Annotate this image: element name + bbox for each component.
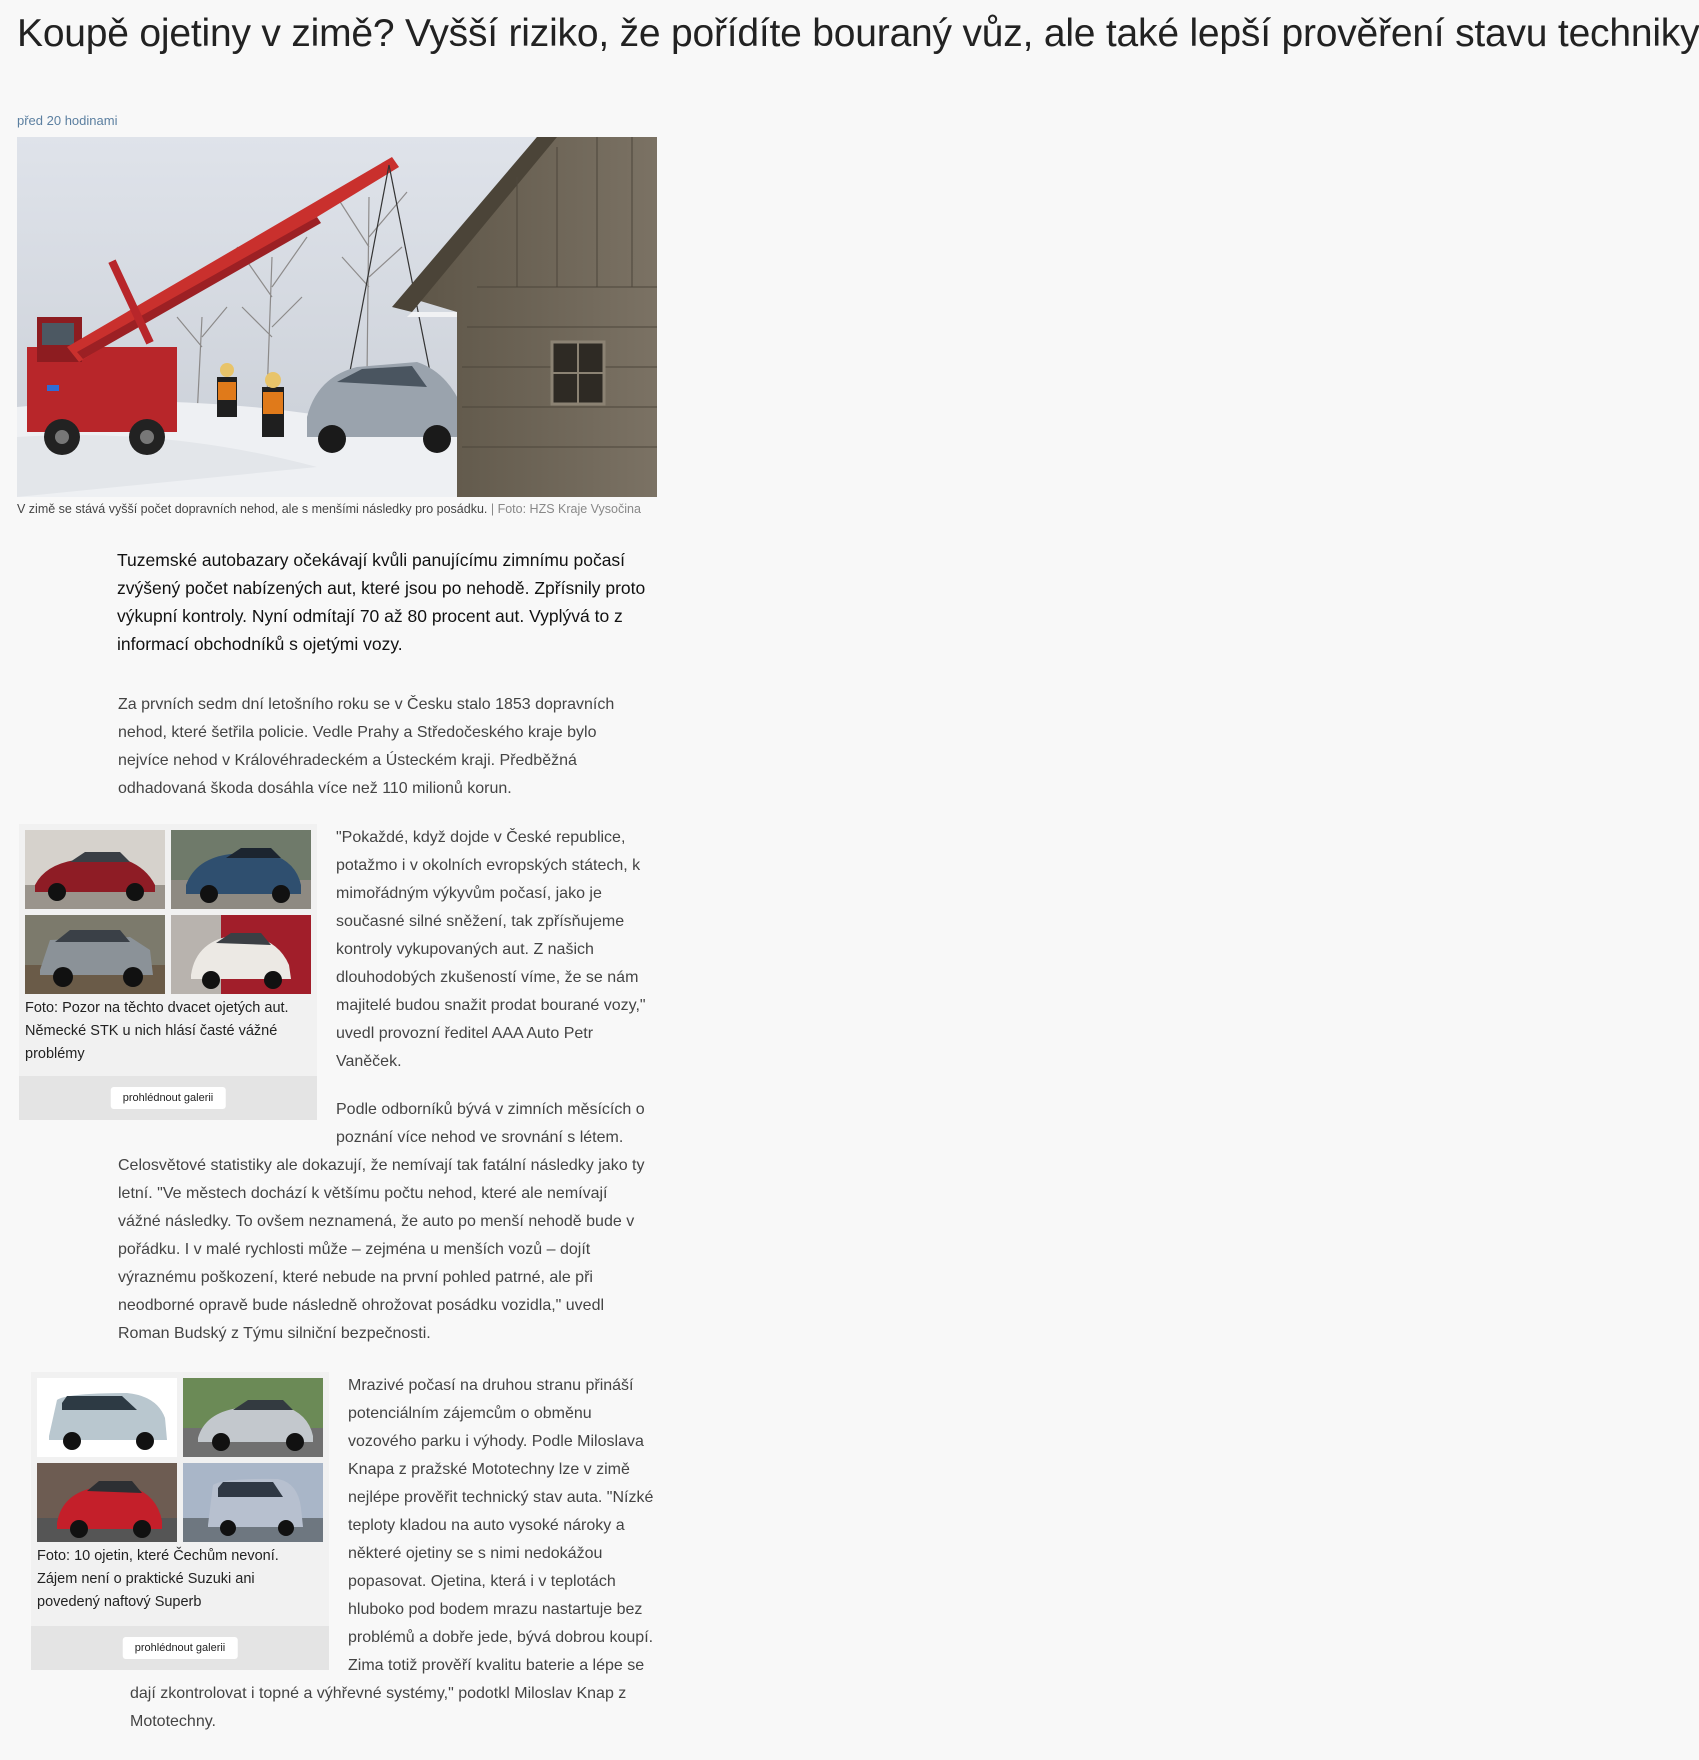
article-quote-block — [336, 824, 646, 1076]
gallery-1-thumbnails[interactable] — [25, 830, 311, 994]
gallery-1-thumb-white-fiat[interactable] — [171, 915, 311, 994]
gallery-1-view-button[interactable]: prohlédnout galerii — [111, 1087, 226, 1109]
gallery-1-thumb-blue-hatch[interactable] — [171, 830, 311, 909]
article-paragraph-3: Podle odborníků bývá v zimních měsících o poznání více nehod ve srovnání s létem. Celosvětové statistiky ale dokazují, že nemívají tak fatální následky jako ty letní. "Ve městech dochází k většímu počtu nehod, které ale nemívají vážné následky. To ovšem neznamená, že auto po menší nehodě bude v pořádku. I v malé rychlosti může – zejména u menších vozů – dojít výraznému poškození, které nebude na první pohled patrné, ale při neodborné opravě bude následně ohrožovat posádku vozidla," uvedl Roman Budský z Týmu silniční bezpečnosti. — [118, 1101, 645, 1342]
article-text-block-3 — [130, 1372, 660, 1736]
gallery-widget-1[interactable] — [19, 824, 317, 1120]
article-paragraph-1: Za prvních sedm dní letošního roku se v Česku stalo 1853 dopravních nehod, které šetřila policie. Vedle Prahy a Středočeského kraje bylo nejvíce nehod v Královéhradeckém a Ústeckém kraji. Předběžná odhadovaná škoda dosáhla více než 110 milionů korun. — [118, 696, 615, 797]
article-title: Koupě ojetiny v zimě? Vyšší riziko, že pořídíte bouraný vůz, ale také lepší prověření stavu techniky — [17, 12, 1699, 55]
hero-image — [17, 137, 657, 497]
gallery-2-caption: Foto: 10 ojetin, které Čechům nevoní. Zájem není o praktické Suzuki ani povedený naftový Superb — [37, 1548, 279, 1610]
article-paragraph-2: "Pokaždé, když dojde v České republice, potažmo i v okolních evropských státech, k mimořádným výkyvům počasí, jako je současné silné sněžení, tak zpřísňujeme kontroly vykupovaných aut. Z našich dlouhodobých zkušeností víme, že se nám majitelé budou snažit prodat bourané vozy," uvedl provozní ředitel AAA Auto Petr Vaněček. — [336, 829, 646, 1070]
gallery-1-thumb-red-sedan[interactable] — [25, 830, 165, 909]
article-lead: Tuzemské autobazary očekávají kvůli panujícímu zimnímu počasí zvýšený počet nabízených aut, které jsou po nehodě. Zpřísnily proto výkupní kontroly. Nyní odmítají 70 až 80 procent aut. Vyplývá to z informací obchodníků s ojetými vozy. — [117, 550, 646, 654]
hero-caption-text: V zimě se stává vyšší počet dopravních nehod, ale s menšími následky pro posádku. — [17, 502, 488, 516]
gallery-2-view-button[interactable]: prohlédnout galerii — [123, 1637, 238, 1659]
gallery-2-spacer — [130, 1372, 348, 1680]
hero-credit: | Foto: HZS Kraje Vysočina — [490, 502, 641, 516]
article-paragraph-4: Mrazivé počasí na druhou stranu přináší potenciálním zájemcům o obměnu vozového parku i výhody. Podle Miloslava Knapa z pražské Mototechny lze v zimě nejlépe prověřit technický stav auta. "Nízké teploty kladou na auto vysoké nároky a některé ojetiny se s nimi nedokážou popasovat. Ojetina, která i v teplotách hluboko pod bodem mrazu nastartuje bez problémů a dobře jede, bývá dobrou koupí. Zima totiž prověří kvalitu baterie a lépe se dají zkontrolovat i topné a výhřevné systémy," podotkl Miloslav Knap z Mototechny. — [130, 1377, 654, 1730]
gallery-1-caption: Foto: Pozor na těchto dvacet ojetých aut. Německé STK u nich hlásí časté vážné problémy — [25, 1000, 289, 1062]
article-text-block-2 — [118, 1096, 648, 1348]
hero-caption — [17, 502, 641, 516]
published-time: před 20 hodinami — [17, 113, 118, 128]
gallery-1-spacer — [118, 1096, 336, 1152]
gallery-1-thumb-grey-suv[interactable] — [25, 915, 165, 994]
